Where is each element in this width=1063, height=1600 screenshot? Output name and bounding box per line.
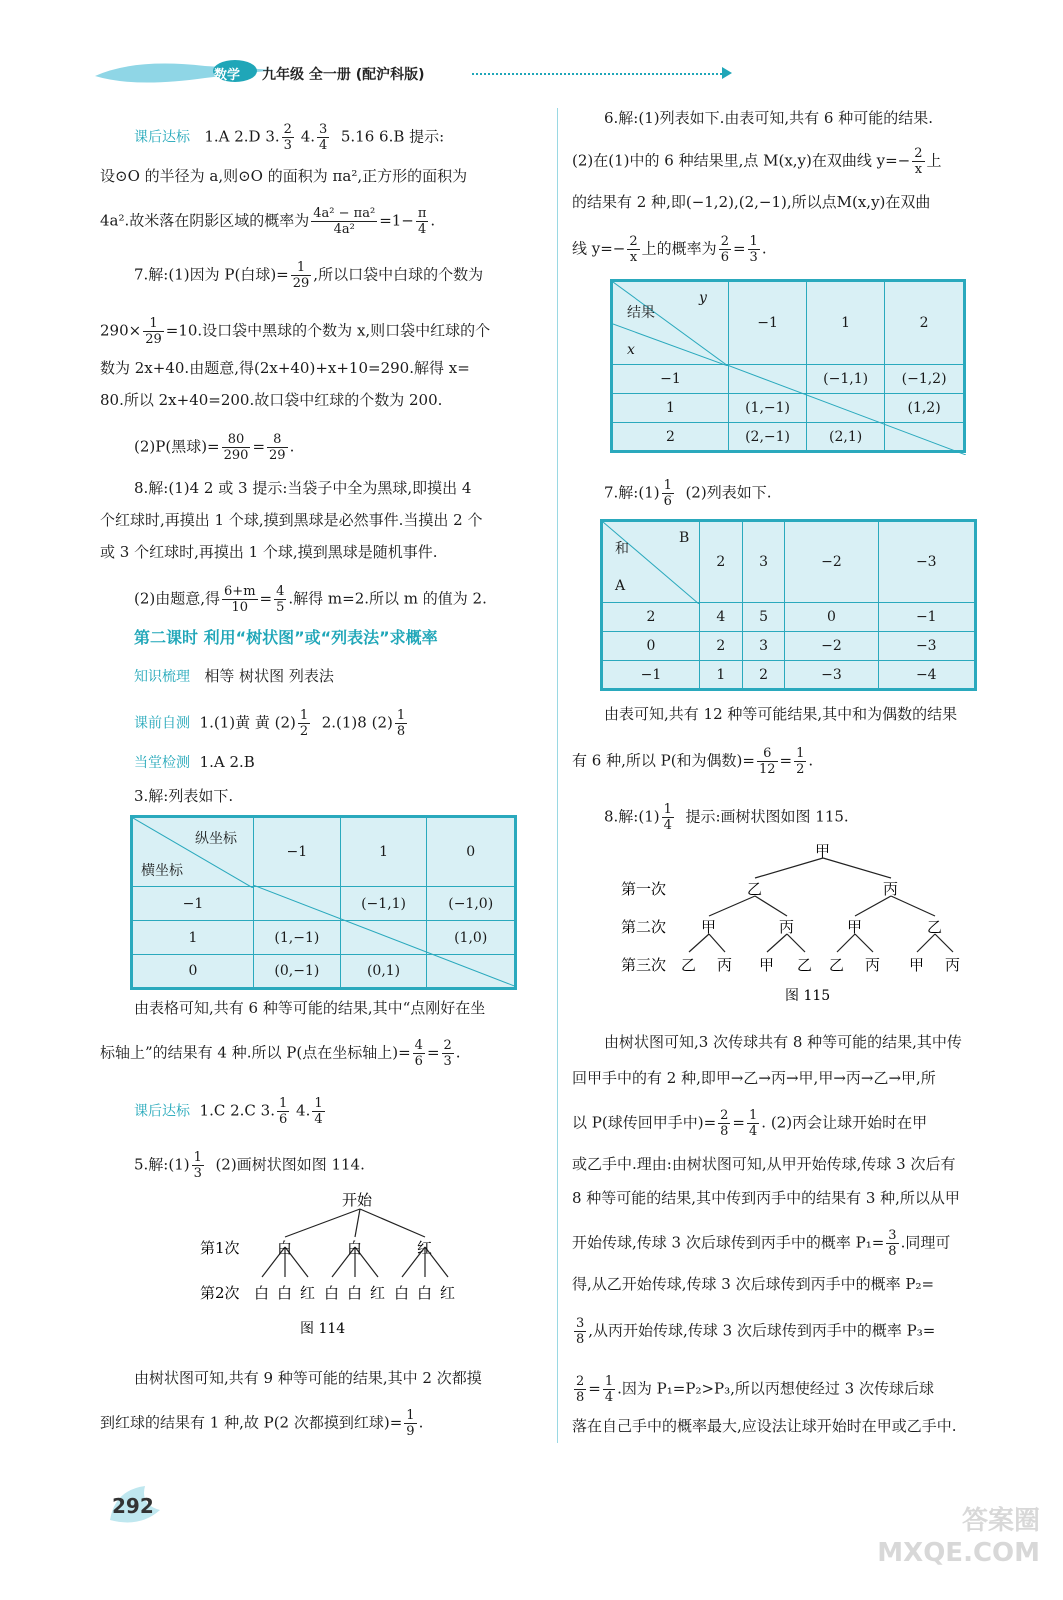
tree-level2-label: 第二次 bbox=[621, 918, 667, 936]
table-q6-diagonal bbox=[727, 365, 966, 455]
q7-line3: 数为 2x+40.由题意,得(2x+40)+x+10=290.解得 x= bbox=[100, 359, 470, 377]
r-q8-line: 8.解:(1) $\frac{1}{4}$ 提示:画树状图如图 115. bbox=[604, 802, 849, 833]
q3-line: 3.解:列表如下. bbox=[134, 787, 234, 805]
tree-leaf: 白 bbox=[394, 1284, 410, 1302]
fraction: $\frac{3}{4}$ bbox=[319, 122, 328, 153]
figure-caption: 图 115 bbox=[785, 988, 831, 1004]
tree-leaf: 红 bbox=[440, 1284, 456, 1302]
r-q8-text3: 以 P(球传回甲手中)= $\frac{2}{8}$ = $\frac{1}{4}$ . (2)丙会让球开始时在甲 bbox=[572, 1108, 928, 1139]
tree-leaf: 乙 bbox=[681, 956, 697, 974]
text-line: 设⊙O 的半径为 a,则⊙O 的面积为 πa²,正方形的面积为 bbox=[100, 167, 468, 185]
lesson2-title: 第二课时 利用“树状图”或“列表法”求概率 bbox=[134, 628, 438, 647]
tree-node: 白 bbox=[347, 1239, 363, 1257]
tree-node: 甲 bbox=[701, 918, 717, 936]
tree-node: 甲 bbox=[847, 918, 863, 936]
table-q3: 纵坐标 横坐标 −1 1 0 −1 (−1,1) (−1,0) 1 (1,−1) (1,0) 0 (0,−1) (0,1) bbox=[130, 815, 517, 990]
tree-node: 乙 bbox=[747, 880, 763, 898]
table-corner: 纵坐标 横坐标 bbox=[132, 817, 254, 887]
r-q8-text7: 得,从乙开始传球,传球 3 次后球传到丙手中的概率 P₂= bbox=[572, 1275, 935, 1293]
tree-leaf: 丙 bbox=[717, 956, 733, 974]
tree-node: 乙 bbox=[927, 918, 943, 936]
tree-node: 丙 bbox=[779, 918, 795, 936]
table-header: 1 bbox=[340, 817, 427, 887]
kqzc-line: 课前自测 1.(1)黄 黄 (2) $\frac{1}{2}$ 2.(1)8 (2) $\frac{1}{8}$ bbox=[134, 708, 406, 739]
header-dots bbox=[472, 73, 722, 75]
r-q8-text2: 回甲手中的有 2 种,即甲→乙→丙→甲,甲→丙→乙→甲,所 bbox=[572, 1069, 936, 1087]
q8-line3: 或 3 个红球时,再摸出 1 个球,摸到黑球是随机事件. bbox=[100, 543, 438, 561]
q8-line2: 个红球时,再摸出 1 个球,摸到黑球是必然事件.当摸出 2 个 bbox=[100, 511, 483, 529]
header-decoration bbox=[95, 58, 275, 88]
tree-leaf: 丙 bbox=[865, 956, 881, 974]
table-header: 0 bbox=[427, 817, 516, 887]
r-q6-line4: 线 y=− $\frac{2}{x}$ 上的概率为 $\frac{2}{6}$ = $\frac{1}{3}$ . bbox=[572, 234, 767, 265]
tree-leaf: 丙 bbox=[945, 956, 961, 974]
text-line: 4a².故米落在阴影区域的概率为 $\frac{\text{4a² − πa²}}{\text{4a²}}$ =1− $\frac{\pi}{4}$ . bbox=[100, 206, 436, 237]
tree-root: 甲 bbox=[815, 842, 831, 860]
tree-diagram-115 bbox=[615, 838, 975, 1006]
tree-level1-label: 第一次 bbox=[621, 880, 667, 898]
answer-text: 5.16 6.B 提示: bbox=[340, 127, 445, 146]
tree-leaf: 红 bbox=[370, 1284, 386, 1302]
table-q7: 和 B A 2 3 −2 −3 2 4 5 0 −1 0 2 3 −2 −3 −1 1 2 −3 −4 bbox=[600, 519, 977, 691]
r-q6-line2: (2)在(1)中的 6 种结果里,点 M(x,y)在双曲线 y=− $\frac{2}{x}$ 上 bbox=[572, 146, 942, 177]
dtjc-line: 当堂检测 1.A 2.B bbox=[134, 753, 255, 771]
tree-level2-label: 第2次 bbox=[200, 1284, 240, 1302]
r-q8-text9: $\frac{2}{8}$ = $\frac{1}{4}$ .因为 P₁=P₂>P₃,所以丙想使经过 3 次传球后球 bbox=[576, 1374, 934, 1405]
tree-node: 丙 bbox=[883, 880, 899, 898]
tree-leaf: 白 bbox=[324, 1284, 340, 1302]
q5-result1: 由树状图可知,共有 9 种等可能的结果,其中 2 次都摸 bbox=[134, 1369, 482, 1387]
answer-text: 4. bbox=[300, 127, 316, 146]
tree-diagram-114 bbox=[190, 1185, 490, 1345]
q3-result2: 标轴上”的结果有 4 种.所以 P(点在坐标轴上)= $\frac{4}{6}$ = $\frac{2}{3}$ . bbox=[100, 1038, 461, 1069]
r-q7-line: 7.解:(1) $\frac{1}{6}$ (2)列表如下. bbox=[604, 478, 772, 509]
section-label: 课后达标 bbox=[134, 129, 190, 146]
table-header: −1 bbox=[254, 817, 341, 887]
tree-leaf: 白 bbox=[347, 1284, 363, 1302]
tree-level1-label: 第1次 bbox=[200, 1239, 240, 1257]
r-q7-result2: 有 6 种,所以 P(和为偶数)= $\frac{6}{12}$ = $\frac{1}{2}$ . bbox=[572, 746, 814, 777]
table-q6: 结果 y x −1 1 2 −1 (−1,1) (−1,2) 1 (1,−1) (1,2) 2 (2,−1) (2,1) bbox=[610, 279, 966, 453]
q8-line1: 8.解:(1)4 2 或 3 提示:当袋子中全为黑球,即摸出 4 bbox=[134, 479, 472, 497]
tree-node: 红 bbox=[417, 1239, 433, 1257]
tree-leaf: 白 bbox=[254, 1284, 270, 1302]
header-subject: 数学 bbox=[214, 68, 241, 83]
r-q7-result1: 由表可知,共有 12 种等可能结果,其中和为偶数的结果 bbox=[604, 705, 958, 723]
table-corner: 结果 y x bbox=[612, 281, 729, 365]
q5-result2: 到红球的结果有 1 种,故 P(2 次都摸到红球)= $\frac{1}{9}$ . bbox=[100, 1408, 424, 1439]
tree-leaf: 乙 bbox=[797, 956, 813, 974]
answer-text: 1.A 2.D 3. bbox=[204, 127, 280, 146]
r-q8-text4: 或乙手中.理由:由树状图可知,从甲开始传球,传球 3 次后有 bbox=[572, 1155, 956, 1173]
table-corner: 和 B A bbox=[602, 521, 700, 603]
column-divider bbox=[557, 108, 558, 1443]
kehou2-line: 课后达标 1.C 2.C 3. $\frac{1}{6}$ 4. $\frac{1}{4}$ bbox=[134, 1096, 323, 1127]
q7-line2: 290× $\frac{1}{29}$ =10.设口袋中黑球的个数为 x,则口袋中红球的个 bbox=[100, 316, 491, 347]
q7-line4: 80.所以 2x+40=200.故口袋中红球的个数为 200. bbox=[100, 391, 443, 409]
r-q8-text1: 由树状图可知,3 次传球共有 8 种等可能的结果,其中传 bbox=[604, 1033, 962, 1051]
kehou1-line bbox=[134, 122, 444, 153]
q3-result1: 由表格可知,共有 6 种等可能的结果,其中“点刚好在坐 bbox=[134, 999, 486, 1017]
table-q3-diagonal bbox=[253, 885, 517, 987]
figure-caption: 图 114 bbox=[300, 1321, 346, 1337]
r-q6-line3: 的结果有 2 种,即(−1,2),(2,−1),所以点M(x,y)在双曲 bbox=[572, 193, 931, 211]
r-q8-text10: 落在自己手中的概率最大,应设法让球开始时在甲或乙手中. bbox=[572, 1417, 957, 1435]
q8-part2: (2)由题意,得 $\frac{6+m}{10}$ = $\frac{4}{5}$ .解得 m=2.所以 m 的值为 2. bbox=[134, 584, 487, 615]
tree-root: 开始 bbox=[342, 1191, 373, 1209]
tree-leaf: 白 bbox=[277, 1284, 293, 1302]
tree-leaf: 甲 bbox=[909, 956, 925, 974]
r-q8-text5: 8 种等可能的结果,其中传到丙手中的结果有 3 种,所以从甲 bbox=[572, 1189, 960, 1207]
tree-leaf: 甲 bbox=[759, 956, 775, 974]
tree-node: 白 bbox=[277, 1239, 293, 1257]
fraction: $\frac{2}{3}$ bbox=[283, 122, 292, 153]
header-arrow-icon bbox=[722, 67, 732, 79]
q5-line: 5.解:(1) $\frac{1}{3}$ (2)画树状图如图 114. bbox=[134, 1150, 365, 1181]
zhishi-line: 知识梳理 相等 树状图 列表法 bbox=[134, 667, 334, 685]
r-q6-line1: 6.解:(1)列表如下.由表可知,共有 6 种可能的结果. bbox=[604, 109, 933, 127]
page-number: 292 bbox=[112, 1494, 154, 1518]
watermark: 答案圈 MXQE.COM bbox=[877, 1506, 1040, 1568]
q7-part2: (2)P(黑球)= $\frac{80}{290}$ = $\frac{8}{29}$ . bbox=[134, 432, 295, 463]
tree-leaf: 红 bbox=[300, 1284, 316, 1302]
tree-leaf: 白 bbox=[417, 1284, 433, 1302]
tree-leaf: 乙 bbox=[829, 956, 845, 974]
tree-level3-label: 第三次 bbox=[621, 956, 667, 974]
r-q8-text8: $\frac{3}{8}$ ,从丙开始传球,传球 3 次后球传到丙手中的概率 P₃= bbox=[576, 1316, 936, 1347]
q7-line1: 7.解:(1)因为 P(白球)= $\frac{1}{29}$ ,所以口袋中白球的个数为 bbox=[134, 260, 484, 291]
r-q8-text6: 开始传球,传球 3 次后球传到丙手中的概率 P₁= $\frac{3}{8}$ .同理可 bbox=[572, 1228, 951, 1259]
header-title: 九年级 全一册 (配沪科版) bbox=[262, 67, 425, 83]
